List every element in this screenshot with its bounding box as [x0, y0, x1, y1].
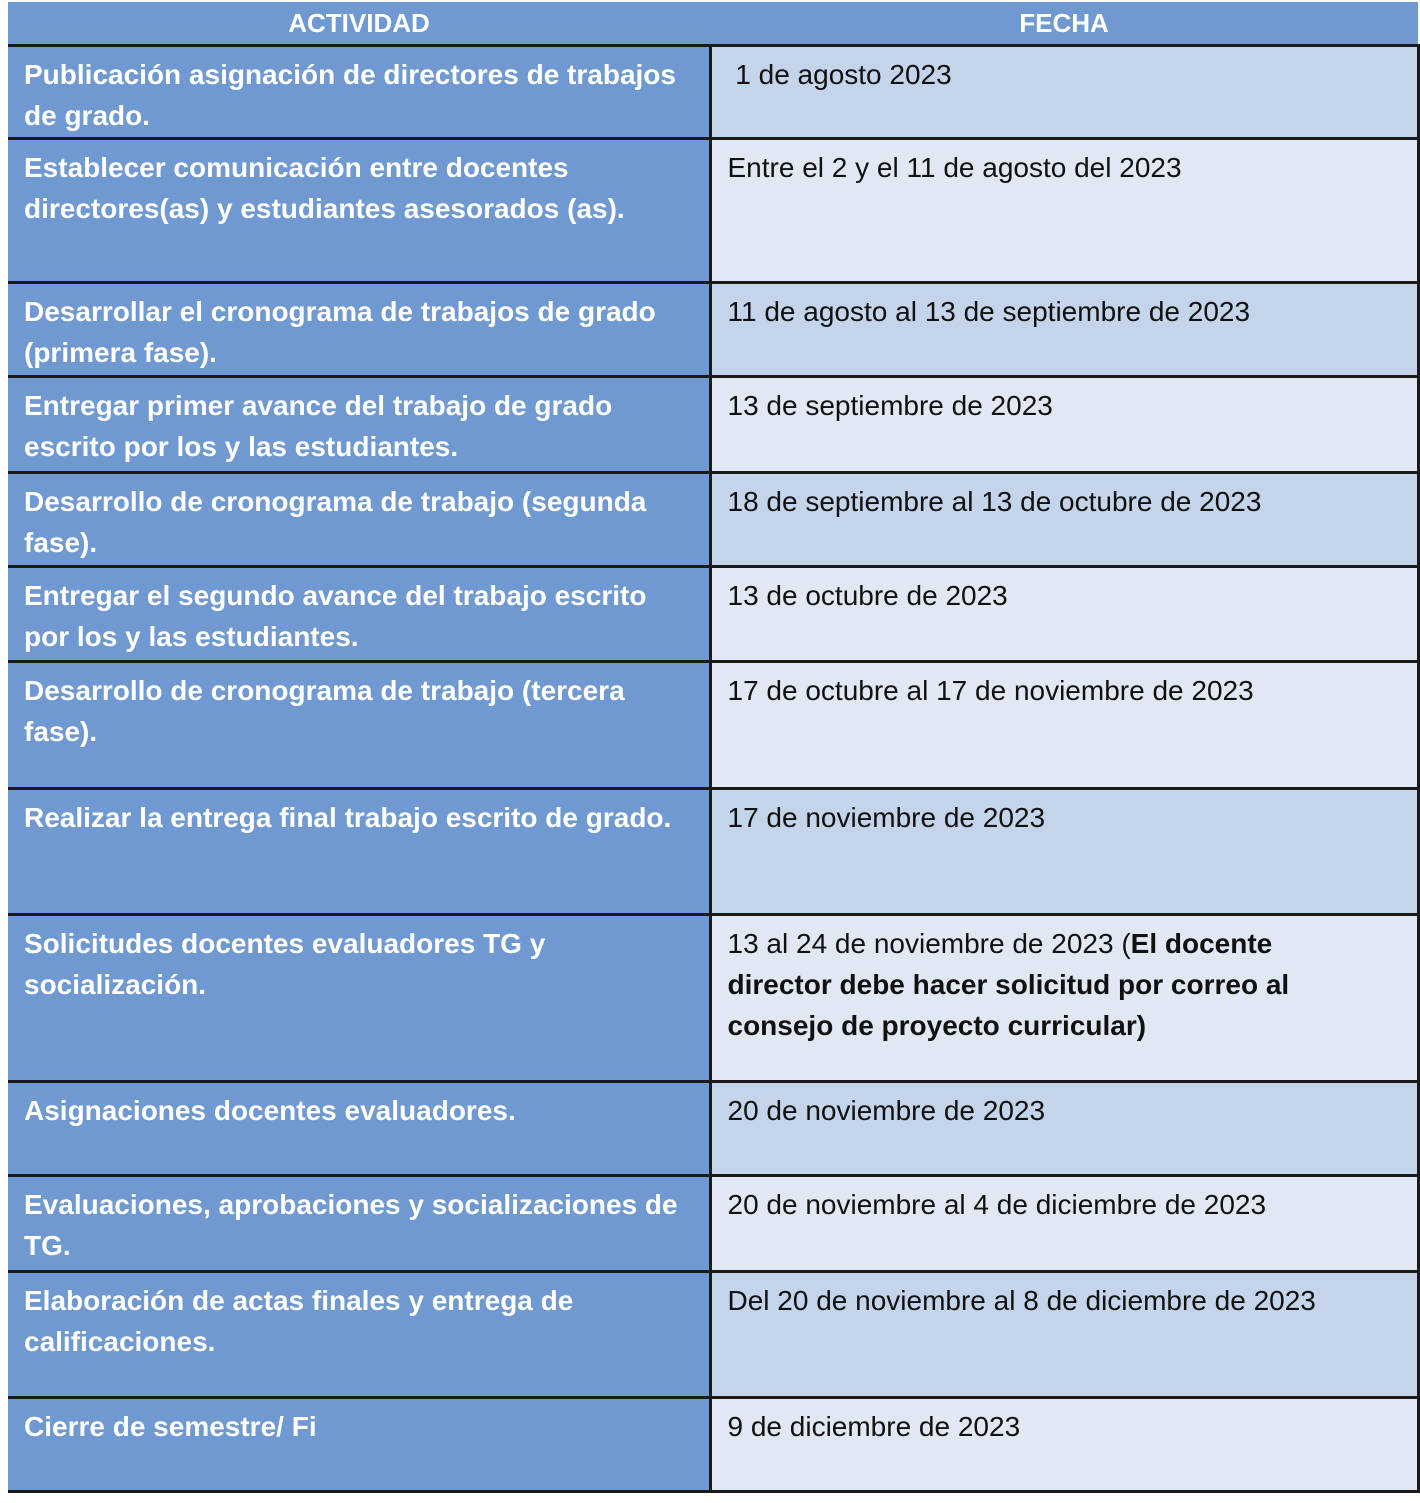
- date-text: Del 20 de noviembre al 8 de diciembre de 2023: [727, 1285, 1316, 1316]
- date-cell: [710, 46, 1418, 139]
- schedule-table-container: [8, 2, 1418, 1493]
- date-cell: [710, 915, 1418, 1082]
- table-row: [8, 789, 1418, 915]
- table-row: [8, 473, 1418, 567]
- table-row: [8, 1082, 1418, 1176]
- table-row: [8, 46, 1418, 139]
- activity-text: Elaboración de actas finales y entrega de calificaciones.: [24, 1285, 574, 1357]
- table-row: [8, 139, 1418, 283]
- date-cell: [710, 662, 1418, 789]
- date-cell: [710, 1272, 1418, 1398]
- date-text: 1 de agosto 2023: [727, 59, 952, 90]
- activity-cell: [8, 1082, 710, 1176]
- date-text: 20 de noviembre de 2023: [727, 1095, 1046, 1126]
- activity-cell: [8, 1272, 710, 1398]
- table-row: [8, 377, 1418, 473]
- table-row: [8, 915, 1418, 1082]
- date-text: 18 de septiembre al 13 de octubre de 2023: [727, 486, 1262, 517]
- date-text: 20 de noviembre al 4 de diciembre de 2023: [727, 1189, 1267, 1220]
- date-text: 13 de septiembre de 2023: [727, 390, 1053, 421]
- date-text: 13 de octubre de 2023: [727, 580, 1008, 611]
- activity-cell: [8, 46, 710, 139]
- date-cell: [710, 789, 1418, 915]
- table-row: [8, 662, 1418, 789]
- date-text: 13 al 24 de noviembre de 2023 (: [727, 928, 1131, 959]
- activity-cell: [8, 915, 710, 1082]
- activity-text: Establecer comunicación entre docentes directores(as) y estudiantes asesorados (as).: [24, 152, 625, 224]
- activity-cell: [8, 283, 710, 377]
- activity-text: Publicación asignación de directores de trabajos de grado.: [24, 59, 676, 131]
- date-text: 17 de noviembre de 2023: [727, 802, 1046, 833]
- activity-text: Asignaciones docentes evaluadores.: [24, 1095, 516, 1126]
- activity-text: Cierre de semestre/ Fi: [24, 1411, 317, 1442]
- activity-text: Desarrollar el cronograma de trabajos de grado (primera fase).: [24, 296, 656, 368]
- activity-cell: [8, 662, 710, 789]
- activity-cell: [8, 1176, 710, 1272]
- date-note-bold: El docente director debe hacer solicitud por correo al consejo de proyecto curricular): [727, 928, 1290, 1041]
- activity-cell: [8, 377, 710, 473]
- table-row: [8, 1176, 1418, 1272]
- date-text: 17 de octubre al 17 de noviembre de 2023: [727, 675, 1254, 706]
- date-cell: [710, 473, 1418, 567]
- activity-text: Realizar la entrega final trabajo escrito de grado.: [24, 802, 672, 833]
- activity-cell: [8, 139, 710, 283]
- date-cell: [710, 377, 1418, 473]
- activity-cell: [8, 473, 710, 567]
- activity-cell: [8, 567, 710, 662]
- header-activity: ACTIVIDAD: [8, 2, 710, 46]
- date-text: 9 de diciembre de 2023: [727, 1411, 1021, 1442]
- activity-text: Desarrollo de cronograma de trabajo (segunda fase).: [24, 486, 647, 558]
- date-cell: [710, 1176, 1418, 1272]
- activity-text: Evaluaciones, aprobaciones y socializaciones de TG.: [24, 1189, 678, 1261]
- activity-text: Desarrollo de cronograma de trabajo (tercera fase).: [24, 675, 625, 747]
- date-cell: [710, 283, 1418, 377]
- schedule-table: [8, 2, 1420, 1493]
- activity-text: Entregar primer avance del trabajo de grado escrito por los y las estudiantes.: [24, 390, 613, 462]
- table-row: [8, 283, 1418, 377]
- date-cell: [710, 139, 1418, 283]
- table-row: [8, 567, 1418, 662]
- activity-cell: [8, 1398, 710, 1492]
- activity-text: Entregar el segundo avance del trabajo escrito por los y las estudiantes.: [24, 580, 647, 652]
- date-cell: [710, 1082, 1418, 1176]
- table-row: [8, 1398, 1418, 1492]
- activity-cell: [8, 789, 710, 915]
- header-date: FECHA: [710, 2, 1418, 46]
- date-text: Entre el 2 y el 11 de agosto del 2023: [727, 152, 1182, 183]
- table-header-row: [8, 2, 1418, 46]
- date-cell: [710, 1398, 1418, 1492]
- activity-text: Solicitudes docentes evaluadores TG y socialización.: [24, 928, 546, 1000]
- table-row: [8, 1272, 1418, 1398]
- date-cell: [710, 567, 1418, 662]
- date-text: 11 de agosto al 13 de septiembre de 2023: [727, 296, 1251, 327]
